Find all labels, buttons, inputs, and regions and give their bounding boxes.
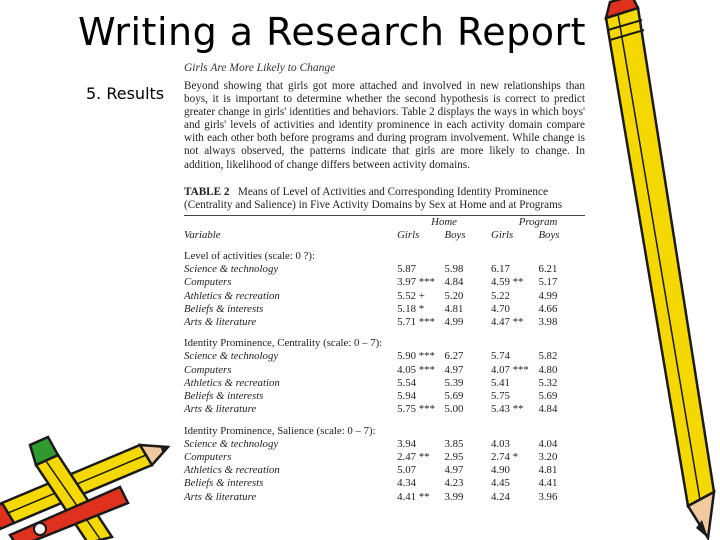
cell-prog-boys: 3.20 bbox=[538, 450, 558, 463]
row-variable: Beliefs & interests bbox=[184, 390, 264, 403]
table-row bbox=[184, 276, 585, 289]
cell-home-girls: 4.34 bbox=[397, 477, 417, 490]
cell-prog-boys: 5.69 bbox=[538, 390, 558, 403]
cell-home-girls: 5.52 + bbox=[397, 289, 425, 302]
table-row bbox=[184, 350, 585, 363]
cell-home-girls: 5.75 *** bbox=[397, 403, 435, 416]
document-heading: Girls Are More Likely to Change bbox=[184, 62, 336, 74]
table-body bbox=[184, 242, 585, 504]
col-group-program: Program bbox=[518, 215, 558, 228]
col-home-boys: Boys bbox=[444, 228, 466, 241]
cell-home-boys: 5.69 bbox=[444, 390, 464, 403]
table-row bbox=[184, 290, 585, 303]
cell-home-boys: 4.84 bbox=[444, 276, 464, 289]
results-table bbox=[184, 216, 585, 504]
cell-home-girls: 3.94 bbox=[397, 437, 417, 450]
cell-home-girls: 5.07 bbox=[397, 464, 417, 477]
cell-prog-boys: 3.96 bbox=[538, 490, 558, 503]
cell-home-boys: 2.95 bbox=[444, 450, 464, 463]
section-label: Identity Prominence, Salience (scale: 0 – 7): bbox=[184, 424, 376, 437]
table-row bbox=[184, 477, 585, 490]
slide-title: Writing a Research Report bbox=[78, 10, 587, 54]
row-variable: Athletics & recreation bbox=[184, 464, 280, 477]
cell-home-boys: 5.20 bbox=[444, 289, 464, 302]
row-variable: Science & technology bbox=[184, 350, 279, 363]
document-excerpt bbox=[180, 62, 585, 504]
table-row bbox=[184, 491, 585, 504]
table-row bbox=[184, 364, 585, 377]
cell-home-girls: 5.18 * bbox=[397, 302, 425, 315]
cell-prog-boys: 4.99 bbox=[538, 289, 558, 302]
cell-prog-boys: 4.66 bbox=[538, 302, 558, 315]
table-row bbox=[184, 451, 585, 464]
table-row bbox=[184, 303, 585, 316]
section-label: Level of activities (scale: 0 ?): bbox=[184, 250, 316, 263]
cell-prog-girls: 6.17 bbox=[491, 263, 510, 276]
table-caption bbox=[184, 186, 585, 212]
pencil-icon bbox=[606, 0, 714, 538]
cell-prog-girls: 4.07 *** bbox=[491, 363, 529, 376]
row-variable: Arts & literature bbox=[184, 403, 257, 416]
table-spacer bbox=[184, 329, 585, 337]
row-variable: Science & technology bbox=[184, 437, 279, 450]
row-variable: Computers bbox=[184, 276, 232, 289]
cell-prog-girls: 4.59 ** bbox=[491, 276, 524, 289]
cell-prog-boys: 4.04 bbox=[538, 437, 558, 450]
cell-home-girls: 2.47 ** bbox=[397, 450, 430, 463]
cell-home-girls: 5.90 *** bbox=[397, 350, 435, 363]
document-body: Beyond showing that girls got more attached and involved in new relationships than boys, it is important to determine whether the second hypothesis is correct to predict greater change in girls' identities and behaviors. Table 2 displays the ways in which boys' and girls' levels of activities and identity prominence in each activity domain compare with each other both before programs and during program involvement. While change is not always observed, the patterns indicate that girls are more likely to change. In addition, likelihood of change differs between activity domains. bbox=[184, 80, 585, 171]
pencil-clipart-right bbox=[592, 0, 720, 540]
cell-prog-boys: 5.17 bbox=[538, 276, 558, 289]
table-spacer bbox=[184, 417, 585, 425]
col-prog-girls: Girls bbox=[491, 228, 514, 241]
section-label: Identity Prominence, Centrality (scale: 0 – 7): bbox=[184, 337, 383, 350]
cell-home-girls: 4.41 ** bbox=[397, 490, 430, 503]
row-variable: Science & technology bbox=[184, 263, 279, 276]
table-row bbox=[184, 464, 585, 477]
cell-prog-girls: 4.70 bbox=[491, 302, 510, 315]
table-row bbox=[184, 263, 585, 276]
row-variable: Beliefs & interests bbox=[184, 477, 264, 490]
cell-home-girls: 5.54 bbox=[397, 376, 417, 389]
cell-prog-boys: 4.41 bbox=[538, 477, 558, 490]
table-section-header bbox=[184, 425, 585, 438]
cell-home-boys: 5.98 bbox=[444, 263, 464, 276]
cell-prog-girls: 2.74 * bbox=[491, 450, 519, 463]
table-spacer bbox=[184, 242, 585, 250]
cell-prog-boys: 6.21 bbox=[538, 263, 558, 276]
col-group-home: Home bbox=[431, 215, 457, 228]
col-home-girls: Girls bbox=[397, 228, 420, 241]
row-variable: Beliefs & interests bbox=[184, 302, 264, 315]
cell-prog-girls: 4.03 bbox=[491, 437, 510, 450]
row-variable: Computers bbox=[184, 363, 232, 376]
cell-prog-boys: 5.32 bbox=[538, 376, 558, 389]
cell-prog-boys: 5.82 bbox=[538, 350, 558, 363]
cell-home-boys: 5.39 bbox=[444, 376, 464, 389]
cell-prog-girls: 4.47 ** bbox=[491, 316, 524, 329]
col-prog-boys: Boys bbox=[538, 228, 560, 241]
row-variable: Arts & literature bbox=[184, 490, 257, 503]
cell-home-boys: 4.81 bbox=[444, 302, 464, 315]
row-variable: Athletics & recreation bbox=[184, 376, 280, 389]
cell-home-boys: 4.99 bbox=[444, 316, 464, 329]
col-variable: Variable bbox=[184, 228, 221, 241]
cell-prog-girls: 5.75 bbox=[491, 390, 510, 403]
table-row bbox=[184, 403, 585, 416]
row-variable: Arts & literature bbox=[184, 316, 257, 329]
cell-home-boys: 3.99 bbox=[444, 490, 464, 503]
section-label: 5. Results bbox=[86, 84, 165, 103]
cell-prog-girls: 4.90 bbox=[491, 464, 510, 477]
cell-home-girls: 4.05 *** bbox=[397, 363, 435, 376]
table-section-header bbox=[184, 337, 585, 350]
cell-home-girls: 3.97 *** bbox=[397, 276, 435, 289]
table-label: TABLE 2 bbox=[184, 185, 230, 198]
row-variable: Computers bbox=[184, 450, 232, 463]
cell-prog-girls: 4.24 bbox=[491, 490, 510, 503]
cell-home-boys: 4.97 bbox=[444, 464, 464, 477]
cell-home-girls: 5.87 bbox=[397, 263, 417, 276]
cell-home-boys: 4.23 bbox=[444, 477, 464, 490]
table-row bbox=[184, 438, 585, 451]
cell-prog-girls: 5.22 bbox=[491, 289, 510, 302]
table-caption-text: Means of Level of Activities and Corresponding Identity Prominence (Centrality and Salience) in Five Activity Domains by Sex at Home and at Programs bbox=[184, 185, 563, 211]
pencils-clipart-left bbox=[0, 425, 170, 540]
cell-prog-boys: 3.98 bbox=[538, 316, 558, 329]
table-column-header bbox=[184, 229, 585, 242]
cell-prog-boys: 4.80 bbox=[538, 363, 558, 376]
cell-prog-girls: 5.41 bbox=[491, 376, 510, 389]
cell-prog-girls: 5.43 ** bbox=[491, 403, 524, 416]
table-row bbox=[184, 316, 585, 329]
cell-home-girls: 5.71 *** bbox=[397, 316, 435, 329]
table-group-header bbox=[184, 216, 585, 229]
cell-home-boys: 5.00 bbox=[444, 403, 464, 416]
table-row bbox=[184, 377, 585, 390]
cell-prog-boys: 4.84 bbox=[538, 403, 558, 416]
cell-prog-boys: 4.81 bbox=[538, 464, 558, 477]
cell-home-boys: 6.27 bbox=[444, 350, 464, 363]
cell-home-boys: 3.85 bbox=[444, 437, 464, 450]
table-row bbox=[184, 390, 585, 403]
table-section-header bbox=[184, 250, 585, 263]
cell-home-girls: 5.94 bbox=[397, 390, 417, 403]
cell-prog-girls: 4.45 bbox=[491, 477, 510, 490]
cell-home-boys: 4.97 bbox=[444, 363, 464, 376]
row-variable: Athletics & recreation bbox=[184, 289, 280, 302]
cell-prog-girls: 5.74 bbox=[491, 350, 510, 363]
